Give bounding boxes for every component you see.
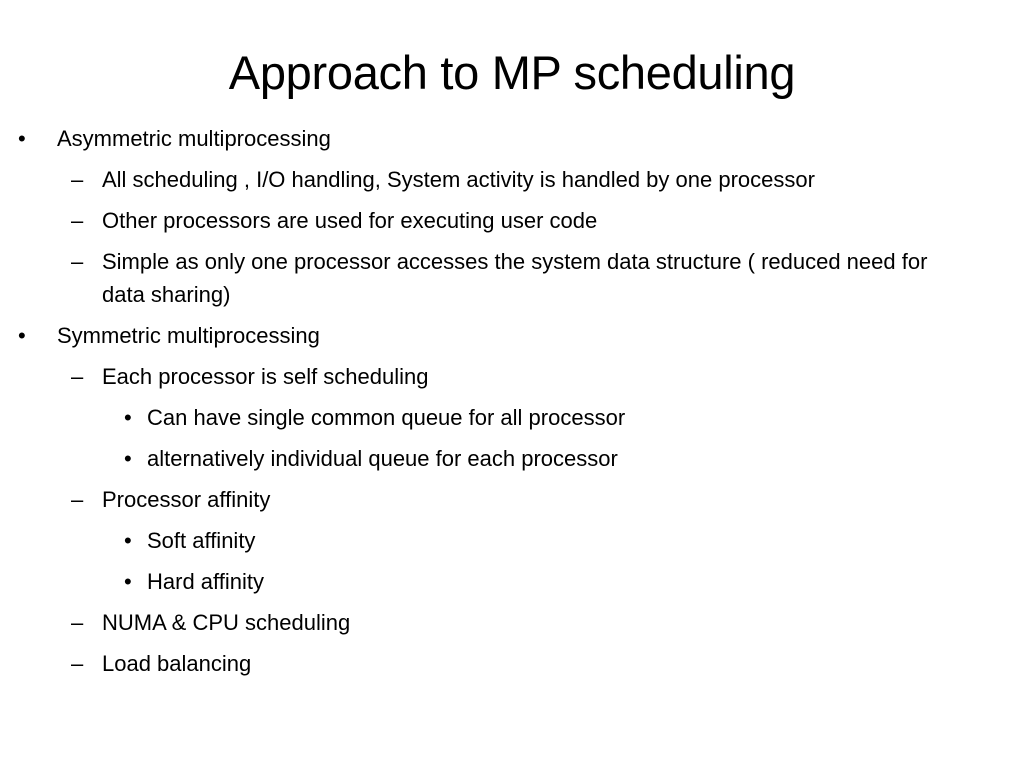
bullet-marker: • <box>124 405 132 430</box>
bullet-list <box>0 122 1000 688</box>
dash-marker: – <box>71 364 84 389</box>
bullet-marker: • <box>124 569 132 594</box>
bullet-item <box>0 483 1000 516</box>
bullet-item <box>0 401 1000 434</box>
bullet-text: Can have single common queue for all processor <box>147 405 626 430</box>
bullet-text: Simple as only one processor accesses the system data structure ( reduced need for data sharing) <box>102 249 928 307</box>
bullet-item <box>0 245 1000 311</box>
bullet-item <box>0 565 1000 598</box>
bullet-item <box>0 606 1000 639</box>
bullet-text: Other processors are used for executing user code <box>102 208 598 233</box>
dash-marker: – <box>71 487 84 512</box>
bullet-text: All scheduling , I/O handling, System activity is handled by one processor <box>102 167 815 192</box>
dash-marker: – <box>71 651 84 676</box>
bullet-text: NUMA & CPU scheduling <box>102 610 351 635</box>
bullet-item <box>0 360 1000 393</box>
bullet-text: Processor affinity <box>102 487 271 512</box>
bullet-item <box>0 319 1000 352</box>
bullet-text: alternatively individual queue for each processor <box>147 446 618 471</box>
bullet-item <box>0 647 1000 680</box>
bullet-item <box>0 163 1000 196</box>
bullet-text: Hard affinity <box>147 569 264 594</box>
bullet-marker: • <box>18 323 26 348</box>
bullet-item <box>0 204 1000 237</box>
bullet-marker: • <box>18 126 26 151</box>
dash-marker: – <box>71 208 84 233</box>
slide-title: Approach to MP scheduling <box>228 46 796 99</box>
dash-marker: – <box>71 249 84 274</box>
bullet-text: Each processor is self scheduling <box>102 364 429 389</box>
dash-marker: – <box>71 167 84 192</box>
bullet-text: Asymmetric multiprocessing <box>57 126 331 151</box>
bullet-text: Soft affinity <box>147 528 256 553</box>
bullet-item <box>0 524 1000 557</box>
bullet-item <box>0 442 1000 475</box>
dash-marker: – <box>71 610 84 635</box>
bullet-text: Symmetric multiprocessing <box>57 323 320 348</box>
bullet-item <box>0 122 1000 155</box>
bullet-text: Load balancing <box>102 651 252 676</box>
bullet-marker: • <box>124 446 132 471</box>
bullet-marker: • <box>124 528 132 553</box>
